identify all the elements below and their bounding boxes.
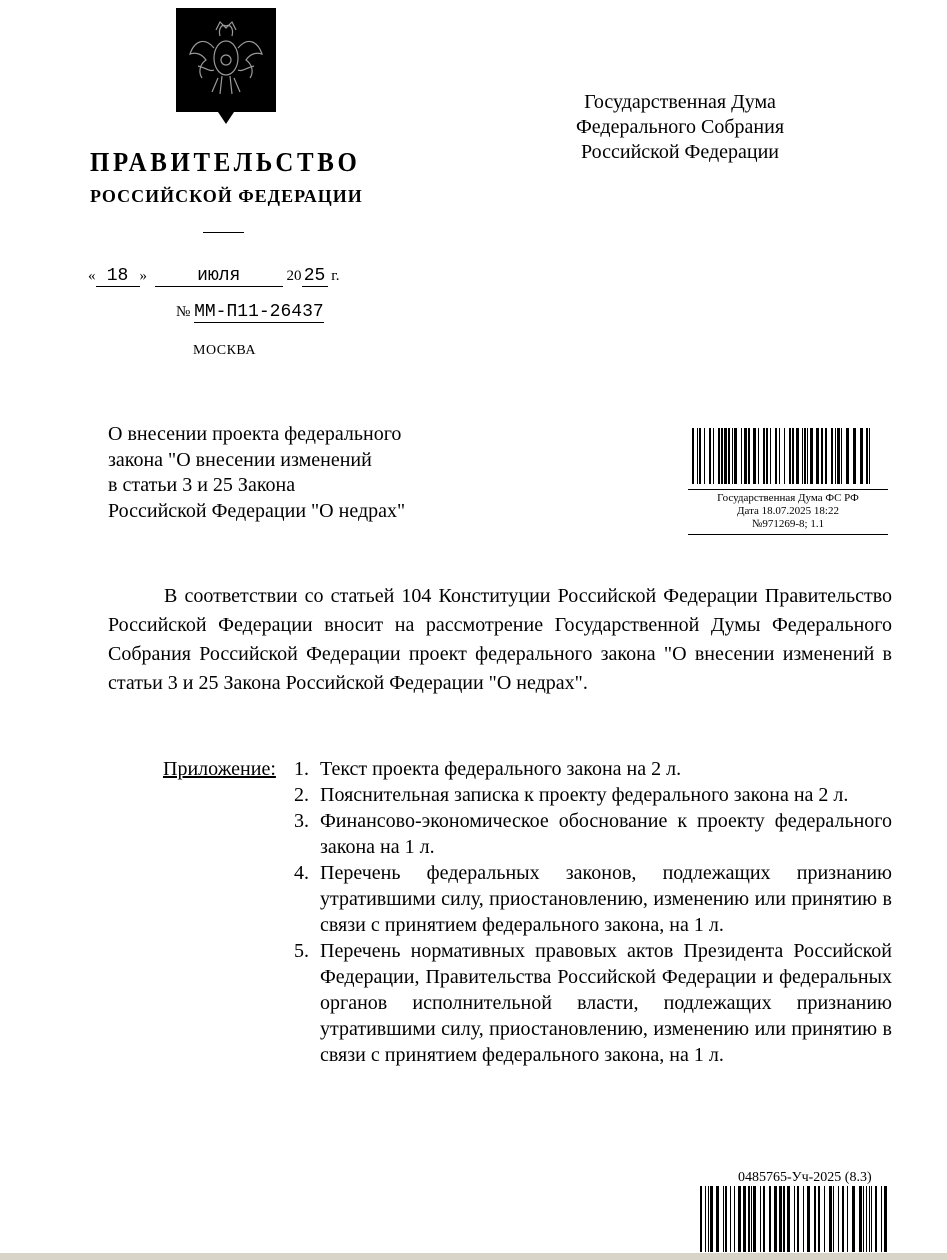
- barcode-bar: [779, 1186, 782, 1252]
- attachment-number: 5.: [294, 940, 309, 962]
- attachment-item: [294, 860, 892, 938]
- attachment-text: Финансово-экономическое обоснование к проекту федерального закона на 1 л.: [320, 810, 892, 858]
- number-value: ММ-П11-26437: [194, 302, 324, 322]
- registration-barcode: [688, 428, 888, 484]
- page-edge: [0, 1253, 947, 1260]
- barcode-bar: [838, 1186, 839, 1252]
- date-open-quote: «: [88, 268, 96, 284]
- subject-line: Российской Федерации "О недрах": [108, 499, 406, 522]
- barcode-bar: [789, 428, 791, 484]
- barcode-bar: [704, 428, 705, 484]
- date-month: июля: [155, 266, 283, 287]
- date-year-prefix: 20: [286, 268, 302, 284]
- attachment-number: 1.: [294, 758, 309, 780]
- barcode-bar: [774, 1186, 777, 1252]
- barcode-bar: [738, 1186, 741, 1252]
- barcode-bar: [824, 1186, 825, 1252]
- barcode-bar: [847, 1186, 848, 1252]
- document-code: 0485765-Уч-2025 (8.3): [738, 1170, 872, 1185]
- barcode-bar: [725, 1186, 727, 1252]
- barcode-bar: [697, 428, 698, 484]
- barcode-bar: [835, 428, 836, 484]
- government-subtitle: РОССИЙСКОЙ ФЕДЕРАЦИИ: [90, 186, 363, 206]
- barcode-bar: [869, 428, 870, 484]
- double-headed-eagle-emblem: [176, 8, 276, 124]
- barcode-bar: [796, 428, 799, 484]
- barcode-bar: [841, 428, 842, 484]
- stamp-text: [688, 492, 888, 531]
- date-year-label: г.: [331, 268, 340, 284]
- barcode-bar: [783, 1186, 785, 1252]
- barcode-bar: [705, 1186, 706, 1252]
- barcode-bar: [763, 428, 765, 484]
- attachment-number: 2.: [294, 784, 309, 806]
- date-year: 25: [302, 266, 328, 287]
- barcode-bar: [863, 1186, 864, 1252]
- barcode-bar: [816, 428, 819, 484]
- barcode-bar: [825, 428, 827, 484]
- attachments-label: Приложение:: [163, 758, 276, 780]
- barcode-bar: [881, 1186, 882, 1252]
- barcode-bar: [766, 428, 768, 484]
- document-barcode: [696, 1186, 896, 1252]
- stamp-line-2: Дата 18.07.2025 18:22: [737, 505, 839, 517]
- barcode-bar: [842, 1186, 844, 1252]
- attachment-text: Текст проекта федерального закона на 2 л.: [320, 758, 682, 780]
- barcode-bar: [829, 1186, 832, 1252]
- barcode-bar: [730, 1186, 731, 1252]
- attachments-list: [294, 756, 892, 1068]
- barcode-bar: [709, 428, 711, 484]
- barcode-bar: [787, 1186, 790, 1252]
- barcode-bar: [807, 428, 808, 484]
- document-date: [88, 266, 339, 292]
- barcode-bar: [753, 1186, 756, 1252]
- barcode-bar: [753, 428, 756, 484]
- barcode-bar: [869, 1186, 870, 1252]
- attachment-item: [294, 808, 892, 860]
- subject-line: закона "О внесении изменений: [108, 448, 372, 471]
- barcode-bar: [784, 428, 785, 484]
- attachment-item: [294, 938, 892, 1068]
- barcode-bar: [700, 1186, 702, 1252]
- barcode-bar: [875, 1186, 877, 1252]
- document-number: [176, 302, 324, 322]
- barcode-bar: [797, 1186, 799, 1252]
- barcode-bar: [770, 428, 771, 484]
- addressee: [540, 90, 820, 165]
- barcode-bar: [853, 428, 856, 484]
- barcode-bar: [831, 428, 833, 484]
- barcode-bar: [716, 1186, 719, 1252]
- barcode-bar: [743, 1186, 746, 1252]
- barcode-bar: [748, 1186, 750, 1252]
- barcode-bar: [775, 428, 777, 484]
- barcode-bar: [807, 1186, 810, 1252]
- barcode-bar: [741, 428, 742, 484]
- attachment-number: 4.: [294, 862, 309, 884]
- attachment-text: Перечень нормативных правовых актов Президента Российской Федерации, Правительства Российской Федерации и федеральных органов исполнительной власти, подлежащих признанию утратившими силу, приостановлению, изменению или принятию в связи с принятием федерального закона, на 1 л.: [320, 940, 892, 1066]
- registration-stamp: [688, 428, 888, 535]
- barcode-bar: [760, 1186, 761, 1252]
- subject-line: О внесении проекта федерального: [108, 423, 402, 445]
- barcode-bar: [837, 428, 840, 484]
- government-title: ПРАВИТЕЛЬСТВО: [90, 147, 361, 177]
- city: МОСКВА: [193, 343, 256, 358]
- barcode-bar: [821, 428, 823, 484]
- barcode-bar: [866, 1186, 867, 1252]
- barcode-bar: [751, 1186, 752, 1252]
- barcode-bar: [744, 428, 747, 484]
- attachment-text: Пояснительная записка к проекту федерального закона на 2 л.: [320, 784, 849, 806]
- divider: [203, 232, 244, 233]
- stamp-line-3: №971269-8; 1.1: [751, 518, 825, 530]
- attachment-text: Перечень федеральных законов, подлежащих признанию утратившими силу, приостановлению, изменению или принятию в связи с принятием федерального закона, на 1 л.: [320, 862, 892, 936]
- barcode-bar: [792, 428, 794, 484]
- barcode-bar: [884, 1186, 887, 1252]
- barcode-bar: [794, 1186, 795, 1252]
- addressee-line: Государственная Дума: [584, 91, 776, 113]
- barcode-bar: [708, 1186, 709, 1252]
- barcode-bar: [723, 1186, 724, 1252]
- barcode-bar: [810, 428, 813, 484]
- date-day: 18: [96, 266, 140, 287]
- barcode-bar: [818, 1186, 820, 1252]
- number-label: №: [176, 304, 191, 320]
- barcode-bar: [871, 1186, 872, 1252]
- barcode-bar: [710, 1186, 713, 1252]
- barcode-bar: [732, 428, 733, 484]
- barcode-bar: [713, 428, 714, 484]
- barcode-bar: [814, 1186, 816, 1252]
- barcode-bar: [758, 428, 759, 484]
- barcode-bar: [728, 428, 730, 484]
- attachment-item: [294, 756, 892, 782]
- barcode-bar: [692, 428, 694, 484]
- barcode-bar: [804, 428, 806, 484]
- barcode-bar: [734, 1186, 735, 1252]
- document-subject: [108, 422, 468, 524]
- barcode-bar: [859, 1186, 862, 1252]
- barcode-bar: [846, 428, 849, 484]
- barcode-bar: [860, 428, 863, 484]
- barcode-bar: [734, 428, 737, 484]
- stamp-rule: [688, 489, 888, 490]
- date-close-quote: »: [139, 268, 147, 284]
- barcode-bar: [748, 428, 750, 484]
- subject-line: в статьи 3 и 25 Закона: [108, 474, 296, 496]
- barcode-bar: [802, 428, 803, 484]
- barcode-bar: [721, 428, 723, 484]
- attachment-number: 3.: [294, 810, 309, 832]
- attachment-item: [294, 782, 892, 808]
- stamp-line-1: Государственная Дума ФС РФ: [717, 492, 859, 504]
- barcode-bar: [803, 1186, 804, 1252]
- barcode-bar: [833, 1186, 834, 1252]
- barcode-bar: [866, 428, 868, 484]
- addressee-line: Федерального Собрания: [575, 116, 785, 138]
- barcode-bar: [718, 428, 720, 484]
- barcode-bar: [763, 1186, 765, 1252]
- addressee-line: Российской Федерации: [580, 141, 780, 163]
- body-paragraph: В соответствии со статьей 104 Конституции Российской Федерации Правительство Российской Федерации вносит на рассмотрение Государственной Думы Федерального Собрания Российской Федерации проект федерального закона "О внесении изменений в статьи 3 и 25 Закона Российской Федерации "О недрах".: [108, 585, 892, 694]
- barcode-bar: [699, 428, 701, 484]
- barcode-bar: [852, 1186, 855, 1252]
- stamp-rule: [688, 534, 888, 535]
- barcode-bar: [769, 1186, 771, 1252]
- barcode-bar: [779, 428, 780, 484]
- barcode-bar: [724, 428, 727, 484]
